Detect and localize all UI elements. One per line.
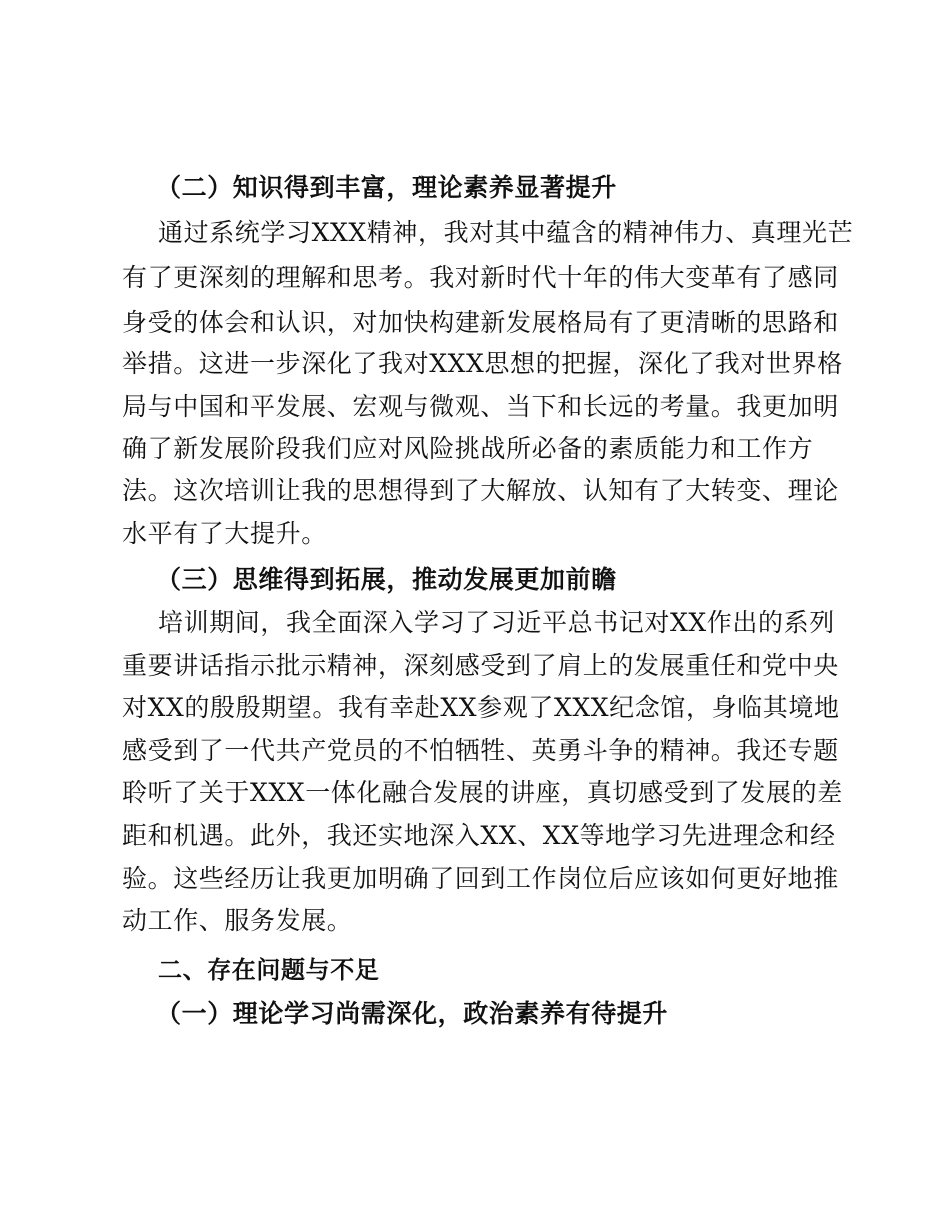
- paragraph-line: 有了更深刻的理解和思考。我对新时代十年的伟大变革有了感同: [122, 263, 839, 292]
- paragraph-line: 距和机遇。此外，我还实地深入XX、XX等地学习先进理念和经: [122, 821, 836, 850]
- paragraph-line: 聆听了关于XXX一体化融合发展的讲座，真切感受到了发展的差: [122, 778, 843, 807]
- paragraph-line: 水平有了大提升。: [122, 519, 327, 548]
- paragraph-line: 通过系统学习XXX精神，我对其中蕴含的精神伟力、真理光芒: [158, 218, 854, 247]
- paragraph-line: 局与中国和平发展、宏观与微观、当下和长远的考量。我更加明: [122, 392, 839, 421]
- paragraph-line: 动工作、服务发展。: [122, 906, 353, 935]
- paragraph-line: 举措。这进一步深化了我对XXX思想的把握，深化了我对世界格: [122, 349, 843, 378]
- paragraph-line: 重要讲话指示批示精神，深刻感受到了肩上的发展重任和党中央: [122, 651, 839, 680]
- paragraph-line: 法。这次培训让我的思想得到了大解放、认知有了大转变、理论: [122, 476, 839, 505]
- section-heading: （三）思维得到拓展，推动发展更加前瞻: [156, 565, 617, 594]
- paragraph-line: 确了新发展阶段我们应对风险挑战所必备的素质能力和工作方: [122, 434, 814, 463]
- paragraph-line: 感受到了一代共产党员的不怕牺牲、英勇斗争的精神。我还专题: [122, 736, 839, 765]
- part-heading: 二、存在问题与不足: [158, 956, 380, 984]
- paragraph-line: 培训期间，我全面深入学习了习近平总书记对XX作出的系列: [158, 608, 835, 637]
- section-heading: （一）理论学习尚需深化，政治素养有待提升: [156, 999, 669, 1028]
- paragraph-line: 验。这些经历让我更加明确了回到工作岗位后应该如何更好地推: [122, 864, 839, 893]
- section-heading: （二）知识得到丰富，理论素养显著提升: [156, 173, 617, 202]
- paragraph-line: 身受的体会和认识，对加快构建新发展格局有了更清晰的思路和: [122, 308, 839, 337]
- paragraph-line: 对XX的殷殷期望。我有幸赴XX参观了XXX纪念馆，身临其境地: [122, 693, 840, 722]
